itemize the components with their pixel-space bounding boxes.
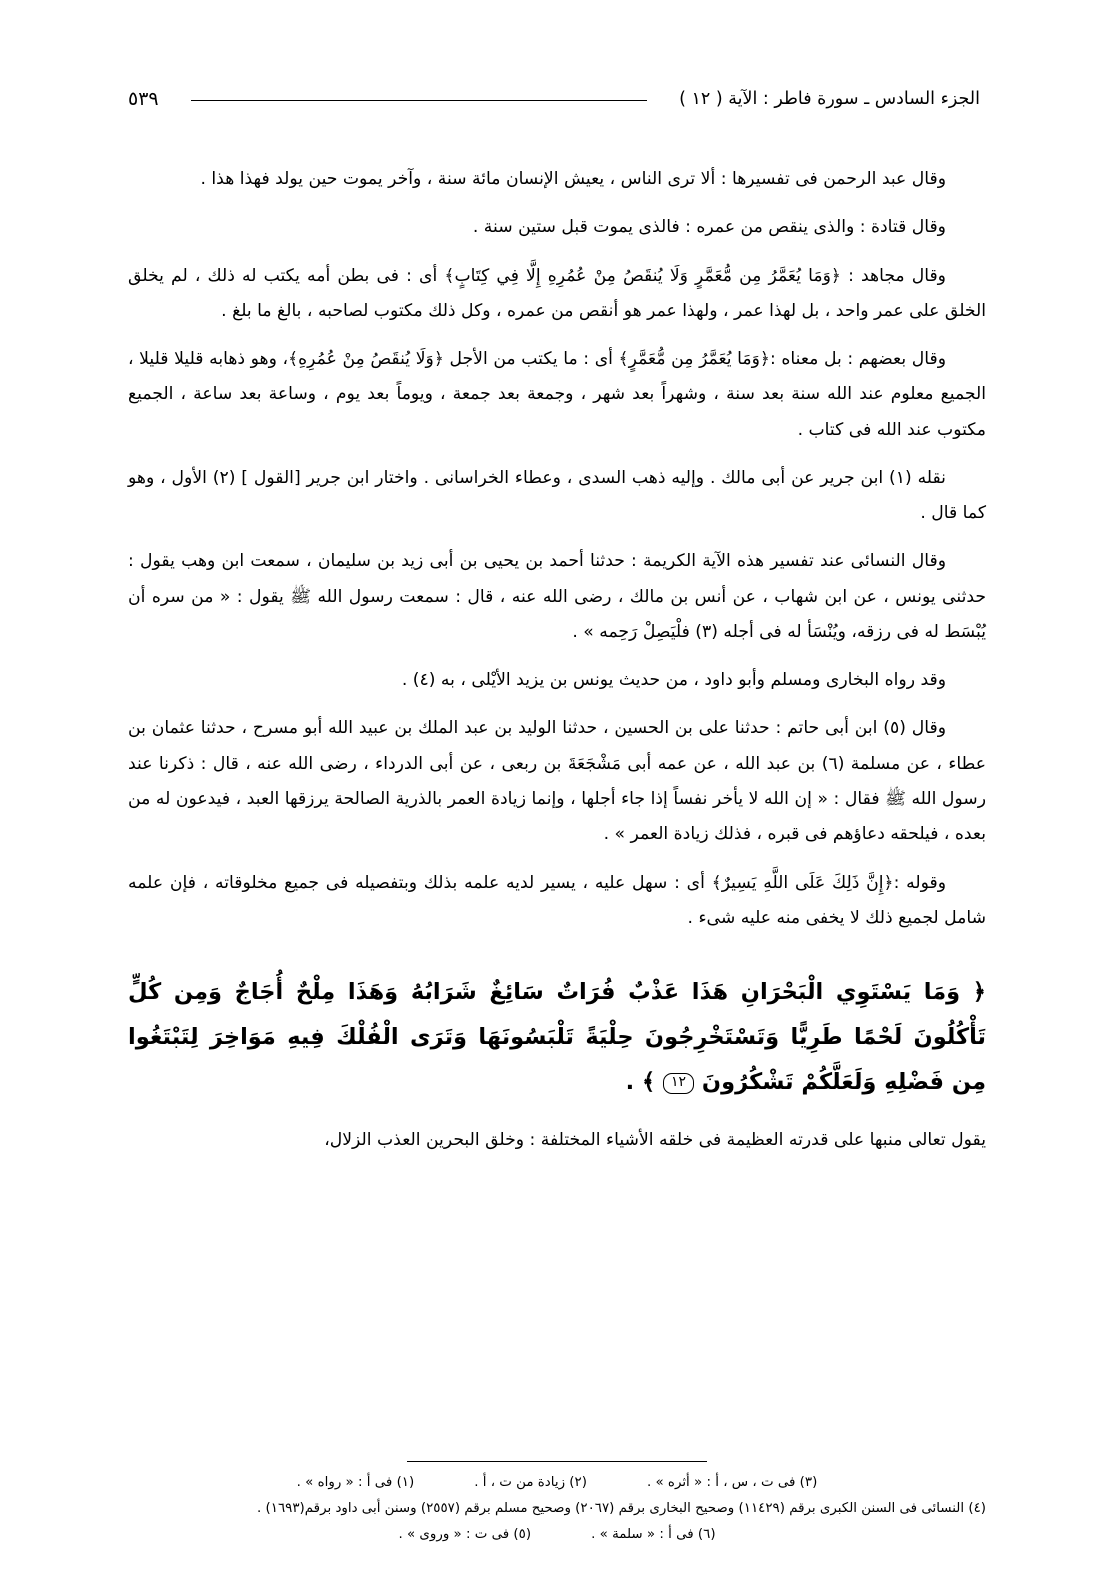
footnote-row: [128, 1522, 986, 1548]
page-number: ٥٣٩: [128, 88, 159, 110]
footnotes-section: [128, 1461, 986, 1548]
paragraph: وقال النسائى عند تفسير هذه الآية الكريمة : حدثنا أحمد بن يحيى بن أبى زيد بن سليمان ، سمعت ابن وهب يقول : حدثنى يونس ، عن ابن شهاب ، عن أنس بن مالك ، رضى الله عنه ، قال : سمعت رسول الله ﷺ يقول : « من سره أن يُبْسَط له فى رزقه، ويُنْسَأ له فى أجله (٣) فلْيَصِلْ رَحِمه » .: [128, 551, 986, 642]
footnote-row: [128, 1470, 986, 1496]
paragraph: وقال مجاهد : ﴿وَمَا يُعَمَّرُ مِن مُّعَمَّرٍ وَلَا يُنقَصُ مِنْ عُمُرِهِ إِلَّا فِي كِتَابٍ﴾ أى : فى بطن أمه يكتب له ذلك ، لم يخلق الخلق على عمر واحد ، بل لهذا عمر ، ولهذا عمر هو أنقص من عمره ، وكل ذلك مكتوب لصاحبه ، بالغ ما بلغ .: [128, 265, 986, 321]
footnote-divider: [407, 1461, 707, 1462]
page-header: [128, 88, 986, 110]
page-body: [128, 162, 986, 1158]
footnote-item: (١) فى أ : « رواه » .: [296, 1474, 415, 1490]
footnote-item: (٦) فى أ : « سلمة » .: [591, 1526, 716, 1542]
paragraph: وقال قتادة : والذى ينقص من عمره : فالذى يموت قبل ستين سنة .: [472, 217, 946, 238]
footnote-item: (٢) زيادة من ت ، أ .: [474, 1474, 587, 1490]
paragraph: وقال بعضهم : بل معناه :﴿وَمَا يُعَمَّرُ مِن مُّعَمَّرٍ﴾ أى : ما يكتب من الأجل ﴿وَلَا يُنقَصُ مِنْ عُمُرِهِ﴾، وهو ذهابه قليلا قليلا ، الجميع معلوم عند الله سنة بعد سنة ، وشهراً بعد شهر ، وجمعة بعد جمعة ، ويوماً بعد يوم ، وساعة بعد ساعة ، الجميع مكتوب عند الله فى كتاب .: [128, 349, 986, 440]
paragraph: نقله (١) ابن جرير عن أبى مالك . وإليه ذهب السدى ، وعطاء الخراسانى . واختار ابن جرير [القول ] (٢) الأول ، وهو كما قال .: [128, 467, 986, 524]
paragraph: وقال (٥) ابن أبى حاتم : حدثنا على بن الحسين ، حدثنا الوليد بن عبد الملك بن عبيد الله أبو مسرح ، حدثنا عثمان بن عطاء ، عن مسلمة (٦) بن عبد الله ، عن عمه أبى مَشْجَعَةَ بن ربعى ، عن أبى الدرداء ، رضى الله عنه ، قال : ذكرنا عند رسول الله ﷺ فقال : « إن الله لا يأخر نفساً إذا جاء أجلها ، وإنما زيادة العمر بالذرية الصالحة يرزقها العبد ، فيدعون له من بعده ، فيلحقه دعاؤهم فى قبره ، فذلك زيادة العمر » .: [128, 718, 986, 845]
footnote-item: (٣) فى ت ، س ، أ : « أثره » .: [646, 1474, 818, 1490]
footnote-item: (٤) النسائى فى السنن الكبرى برقم (١١٤٢٩) وصحيح البخارى برقم (٢٠٦٧) وصحيح مسلم برقم (٢٥٥٧) وسنن أبى داود برقم(١٦٩٣) .: [257, 1500, 986, 1516]
header-divider: [191, 100, 647, 101]
verse-number-badge: ١٢: [663, 1073, 694, 1094]
paragraph: وقد رواه البخارى ومسلم وأبو داود ، من حديث يونس بن يزيد الأيْلى ، به (٤) .: [401, 670, 946, 691]
paragraph: وقوله :﴿إِنَّ ذَلِكَ عَلَى اللَّهِ يَسِيرٌ﴾ أى : سهل عليه ، يسير لديه علمه بذلك وبتفصيله فى جميع مخلوقاته ، فإن علمه شامل لجميع ذلك لا يخفى منه عليه شىء .: [128, 872, 986, 928]
header-title: الجزء السادس ـ سورة فاطر : الآية ( ١٢ ): [679, 89, 980, 109]
footnote-item: (٥) فى ت : « وروى » .: [398, 1526, 532, 1542]
paragraph-after-verse: يقول تعالى منبها على قدرته العظيمة فى خلقه الأشياء المختلفة : وخلق البحرين العذب الزلال،: [324, 1130, 986, 1151]
quran-verse-block: [128, 970, 986, 1105]
quran-verse-text: ﴿ وَمَا يَسْتَوِي الْبَحْرَانِ هَذَا عَذْبٌ فُرَاتٌ سَائِغٌ شَرَابُهُ وَهَذَا مِلْحٌ أُجَاجٌ وَمِن كُلٍّ تَأْكُلُونَ لَحْمًا طَرِيًّا وَتَسْتَخْرِجُونَ حِلْيَةً تَلْبَسُونَهَا وَتَرَى الْفُلْكَ فِيهِ مَوَاخِرَ لِتَبْتَغُوا مِن فَضْلِهِ وَلَعَلَّكُمْ تَشْكُرُونَ: [128, 979, 986, 1096]
quran-verse-close: ﴾ .: [625, 1069, 656, 1096]
paragraph: وقال عبد الرحمن فى تفسيرها : ألا ترى الناس ، يعيش الإنسان مائة سنة ، وآخر يموت حين يولد فهذا هذا .: [200, 169, 946, 189]
